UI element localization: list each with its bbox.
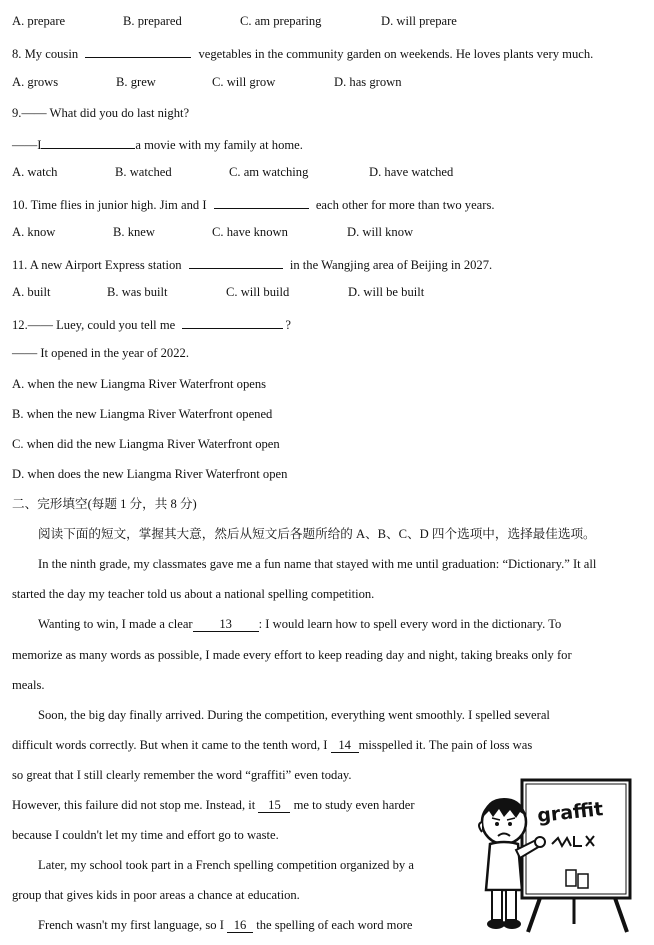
q8-option-b: B. grew (116, 75, 156, 89)
passage-text: Wanting to win, I made a clear (38, 617, 193, 631)
q11-stem (12, 255, 492, 273)
passage-line (38, 616, 561, 632)
passage-line: group that gives kids in poor areas a chance at education. (12, 888, 300, 902)
q12-option-c: C. when did the new Liangma River Waterfront open (12, 437, 280, 451)
q7-option-c: C. am preparing (240, 14, 322, 28)
q12-option-a: A. when the new Liangma River Waterfront opens (12, 377, 267, 391)
passage-line (12, 737, 532, 753)
passage-text: the spelling of each word more (256, 918, 413, 932)
passage-text: difficult words correctly. But when it came to the tenth word, I (12, 738, 328, 752)
q12-blank (182, 315, 283, 329)
q7-option-a: A. prepare (12, 14, 66, 28)
q12-after: ? (285, 318, 291, 332)
passage-text: French wasn't my first language, so I (38, 918, 224, 932)
section-heading: 二、完形填空(每题 1 分，共 8 分) (12, 497, 197, 511)
passage-line: Later, my school took part in a French spelling competition organized by a (38, 858, 414, 872)
q8-stem (12, 44, 593, 62)
q9-option-d: D. have watched (369, 165, 454, 179)
q12-option-b: B. when the new Liangma River Waterfront opened (12, 407, 273, 421)
q10-option-b: B. knew (113, 225, 155, 239)
q11-option-c: C. will build (226, 285, 290, 299)
q11-before: 11. A new Airport Express station (12, 258, 182, 272)
blank-16: 16 (227, 918, 253, 933)
passage-line: meals. (12, 678, 45, 692)
q10-option-a: A. know (12, 225, 56, 239)
q9-option-b: B. watched (115, 165, 172, 179)
passage-line: memorize as many words as possible, I made every effort to keep reading day and night, taking breaks only for (12, 648, 572, 662)
q8-option-a: A. grows (12, 75, 59, 89)
q12-stem (12, 315, 291, 333)
q9-question: 9.—— What did you do last night? (12, 106, 190, 120)
q10-after: each other for more than two years. (315, 198, 495, 212)
boy-at-chalkboard-illustration (470, 774, 645, 934)
q8-option-d: D. has grown (334, 75, 402, 89)
blank-15: 15 (258, 798, 290, 813)
section-instruction: 阅读下面的短文，掌握其大意，然后从短文后各题所给的 A、B、C、D 四个选项中，选择最佳选项。 (38, 527, 596, 541)
q10-option-d: D. will know (347, 225, 414, 239)
q8-before: 8. My cousin (12, 47, 79, 61)
passage-line: Soon, the big day finally arrived. During the competition, everything went smoothly. I spelled several (38, 708, 550, 722)
q11-option-d: D. will be built (348, 285, 425, 299)
q9-reply (12, 135, 303, 153)
passage-text: me to study even harder (293, 798, 415, 812)
q7-option-b: B. prepared (123, 14, 182, 28)
q9-after: a movie with my family at home. (135, 138, 303, 152)
q9-option-c: C. am watching (229, 165, 309, 179)
q8-blank (85, 44, 191, 58)
passage-text: However, this failure did not stop me. Instead, it (12, 798, 256, 812)
q10-blank (214, 195, 309, 209)
q12-answer-line: —— It opened in the year of 2022. (12, 346, 189, 360)
q12-option-d: D. when does the new Liangma River Waterfront open (12, 467, 288, 481)
q10-option-c: C. have known (212, 225, 288, 239)
q11-option-b: B. was built (107, 285, 168, 299)
passage-line: started the day my teacher told us about a national spelling competition. (12, 587, 375, 601)
q7-option-d: D. will prepare (381, 14, 457, 28)
q11-option-a: A. built (12, 285, 51, 299)
blank-14: 14 (331, 738, 359, 753)
passage-line (12, 797, 415, 813)
q11-blank (189, 255, 283, 269)
q9-blank (41, 135, 135, 149)
q9-option-a: A. watch (12, 165, 58, 179)
passage-line: so great that I still clearly remember the word “graffiti” even today. (12, 768, 352, 782)
q12-before: 12.—— Luey, could you tell me (12, 318, 176, 332)
q10-stem (12, 195, 495, 213)
passage-line: because I couldn't let my time and effort go to waste. (12, 828, 279, 842)
q8-after: vegetables in the community garden on weekends. He loves plants very much. (198, 47, 594, 61)
board-word: graffit (536, 798, 605, 827)
q11-after: in the Wangjing area of Beijing in 2027. (289, 258, 493, 272)
q8-option-c: C. will grow (212, 75, 276, 89)
q10-before: 10. Time flies in junior high. Jim and I (12, 198, 207, 212)
passage-text: misspelled it. The pain of loss was (358, 738, 533, 752)
passage-line (38, 917, 413, 933)
passage-line: In the ninth grade, my classmates gave me a fun name that stayed with me until graduation: “Dictionary.” It all (38, 557, 597, 571)
blank-13: 13 (193, 617, 259, 632)
q9-before: ——I (12, 138, 42, 152)
passage-text: : I would learn how to spell every word in the dictionary. To (258, 617, 562, 631)
